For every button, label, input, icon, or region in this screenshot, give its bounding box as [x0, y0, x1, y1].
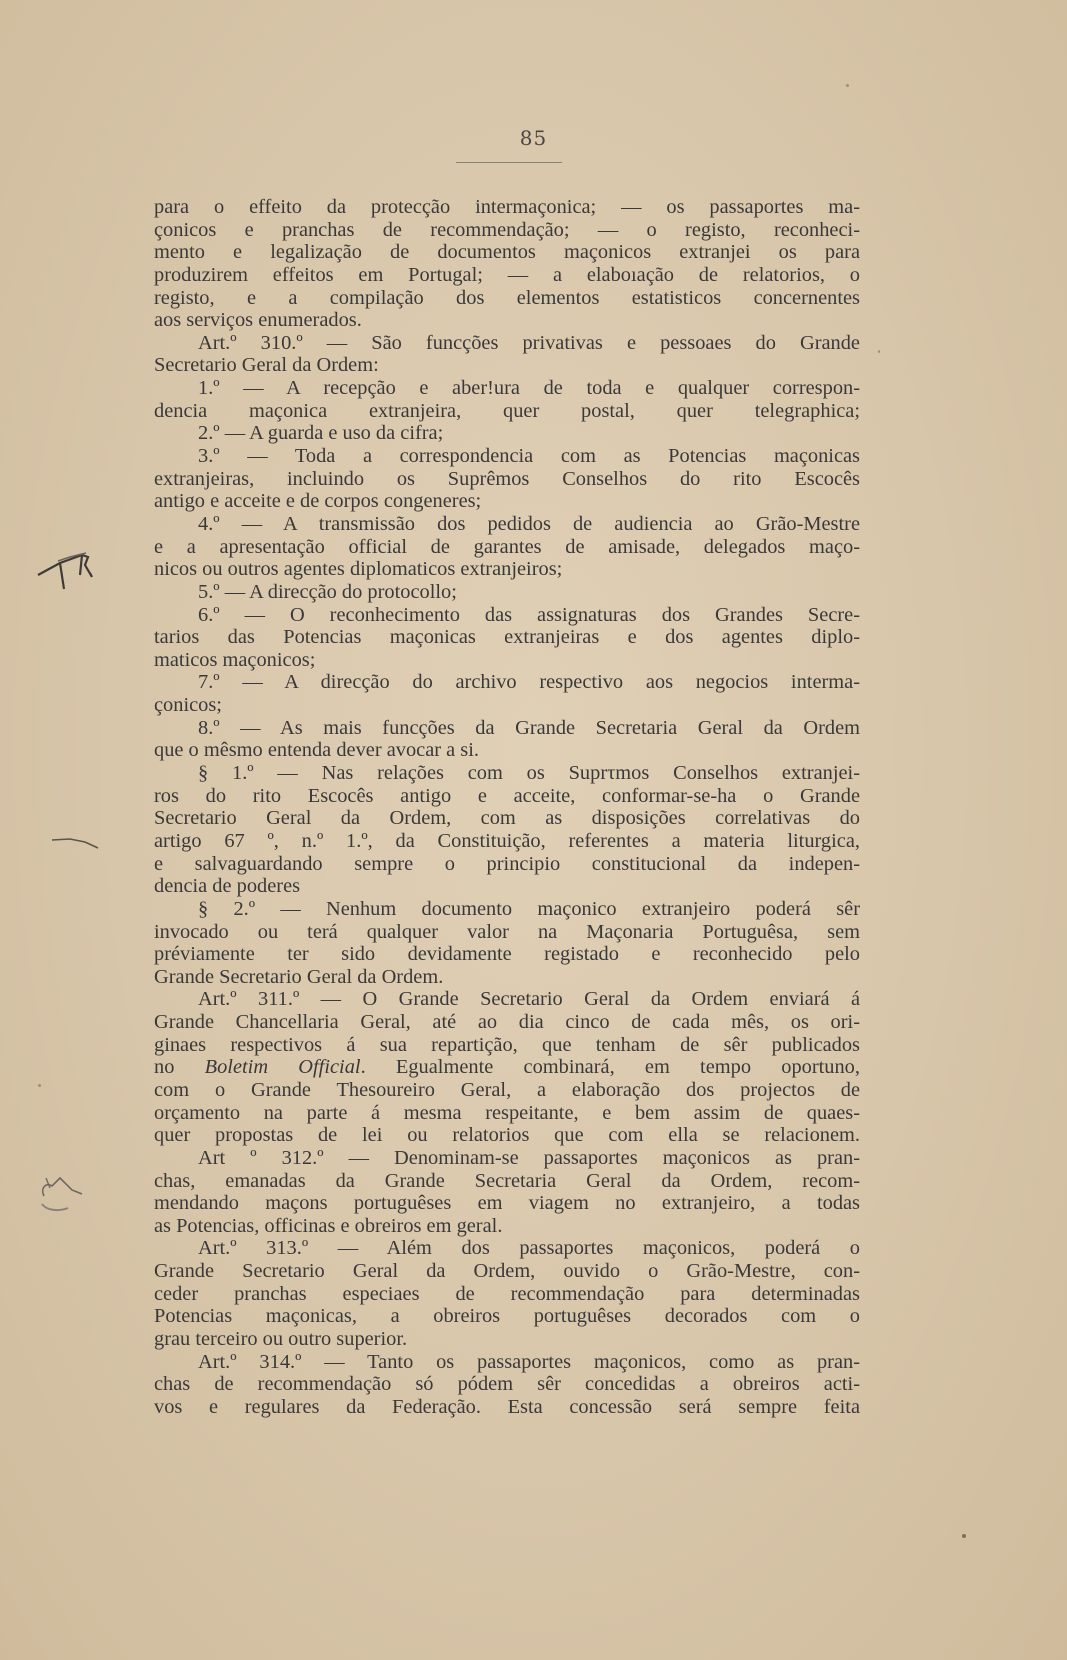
text-line: 2.º — A guarda e uso da cifra;	[198, 422, 444, 445]
text-line: 1.º — A recepção e aber!ura de toda e qualquer correspon-	[198, 377, 860, 400]
text-line: 4.º — A transmissão dos pedidos de audiencia ao Grão-Mestre	[198, 512, 860, 535]
text-line: Grande Secretario Geral da Ordem, ouvido o Grão-Mestre, con-	[154, 1260, 860, 1283]
paper-speck	[962, 1534, 966, 1538]
text-line: vos e regulares da Federação. Esta concessão será sempre feita	[154, 1395, 860, 1418]
text-line: aos serviços enumerados.	[154, 309, 362, 332]
text-line: produzirem effeitos em Portugal; — a elaboıação de relatorios, o	[154, 263, 860, 286]
text-line: ros do rito Escocês antigo e acceite, conformar-se-ha o Grande	[154, 784, 860, 807]
body-text	[154, 196, 860, 1419]
text-line: quer propostas de lei ou relatorios que com ella se relacionem.	[154, 1124, 860, 1147]
text-line: ginaes respectivos á sua repartição, que tenham de sêr publicados	[154, 1033, 860, 1056]
text-line: Art.º 314.º — Tanto os passaportes maçonicos, como as pran-	[198, 1350, 860, 1373]
text-segment: . Egualmente combinará, em tempo oportuno,	[360, 1056, 860, 1079]
text-line: registo, e a compilação dos elementos estatisticos concernentes	[154, 286, 860, 309]
text-line: Secretario Geral da Ordem, com as disposições correlativas do	[154, 807, 860, 830]
text-line: préviamente ter sido devidamente registado e reconhecido pelo	[154, 943, 860, 966]
text-line: que o mêsmo entenda dever avocar a si.	[154, 739, 479, 762]
text-line: para o effeito da protecção intermaçonica; — os passaportes ma-	[154, 196, 860, 218]
text-line: Art.º 310.º — São funcções privativas e pessoaes do Grande	[198, 331, 860, 354]
text-line: mendando maçons portuguêses em viagem no extranjeiro, a todas	[154, 1192, 860, 1215]
margin-stain-mark	[30, 545, 110, 595]
header-rule	[456, 162, 562, 163]
text-line: çonicos;	[154, 694, 222, 717]
text-line: antigo e acceite e de corpos congeneres;	[154, 490, 482, 513]
text-line: com o Grande Thesoureiro Geral, a elaboração dos projectos de	[154, 1078, 860, 1101]
text-line: 7.º — A direcção do archivo respectivo aos negocios interma-	[198, 671, 860, 694]
paper-speck	[38, 1084, 41, 1087]
text-line: Potencias maçonicas, a obreiros portuguêses decorados com o	[154, 1305, 860, 1328]
text-line: Grande Secretario Geral da Ordem.	[154, 965, 444, 988]
text-line: § 1.º — Nas relações com os Suprτmos Conselhos extranjei-	[198, 762, 860, 785]
paper-speck	[878, 350, 880, 353]
text-line: extranjeiras, incluindo os Suprêmos Conselhos do rito Escocês	[154, 467, 860, 490]
text-line: e a apresentação official de garantes de amisade, delegados maço-	[154, 535, 860, 558]
text-line: artigo 67 º, n.º 1.º, da Constituição, referentes a materia liturgica,	[154, 829, 860, 852]
text-line: grau terceiro ou outro superior.	[154, 1328, 408, 1351]
text-line: chas de recommendação só pódem sêr concedidas a obreiros acti-	[154, 1373, 860, 1396]
italic-title: Boletim Official	[204, 1056, 361, 1079]
text-line: Art.º 313.º — Além dos passaportes maçonicos, poderá o	[198, 1237, 860, 1260]
text-line: dencia de poderes	[154, 875, 301, 898]
text-line: mento e legalização de documentos maçonicos extranjei os para	[154, 241, 860, 264]
text-line: 8.º — As mais funcções da Grande Secretaria Geral da Ordem	[198, 716, 860, 739]
margin-dash-mark	[50, 832, 110, 852]
text-line: 5.º — A direcção do protocollo;	[198, 580, 457, 603]
margin-stain-mark	[32, 1168, 92, 1218]
text-line: tarios das Potencias maçonicas extranjeiras e dos agentes diplo-	[154, 626, 860, 649]
text-line: Art.º 311.º — O Grande Secretario Geral da Ordem enviará á	[198, 988, 860, 1011]
text-line-with-italic	[154, 1056, 860, 1079]
text-line: orçamento na parte á mesma respeitante, e bem assim de quaes-	[154, 1101, 860, 1124]
text-line: dencia maçonica extranjeira, quer postal, quer telegraphica;	[154, 399, 860, 422]
paper-speck	[846, 84, 849, 87]
text-line: Art º 312.º — Denominam-se passaportes maçonicos as pran-	[198, 1146, 860, 1169]
text-line: § 2.º — Nenhum documento maçonico extranjeiro poderá sêr	[198, 897, 860, 920]
text-line: 3.º — Toda a correspondencia com as Potencias maçonicas	[198, 445, 860, 468]
text-line: invocado ou terá qualquer valor na Maçonaria Portuguêsa, sem	[154, 920, 860, 943]
text-line: chas, emanadas da Grande Secretaria Geral da Ordem, recom-	[154, 1169, 860, 1192]
text-line: maticos maçonicos;	[154, 648, 316, 671]
text-line: çonicos e pranchas de recommendação; — o registo, reconheci-	[154, 218, 860, 241]
text-line: as Potencias, officinas e obreiros em geral.	[154, 1214, 503, 1237]
text-line: 6.º — O reconhecimento das assignaturas dos Grandes Secre-	[198, 603, 860, 626]
page-number: 85	[519, 126, 548, 150]
text-segment: no	[154, 1056, 205, 1079]
text-line: ceder pranchas especiaes de recommendação para determinadas	[154, 1282, 860, 1305]
text-line: Grande Chancellaria Geral, até ao dia cinco de cada mês, os ori-	[154, 1011, 860, 1034]
text-line: nicos ou outros agentes diplomaticos extranjeiros;	[154, 558, 563, 581]
text-line: e salvaguardando sempre o principio constitucional da indepen-	[154, 852, 860, 875]
text-line: Secretario Geral da Ordem:	[154, 354, 379, 377]
